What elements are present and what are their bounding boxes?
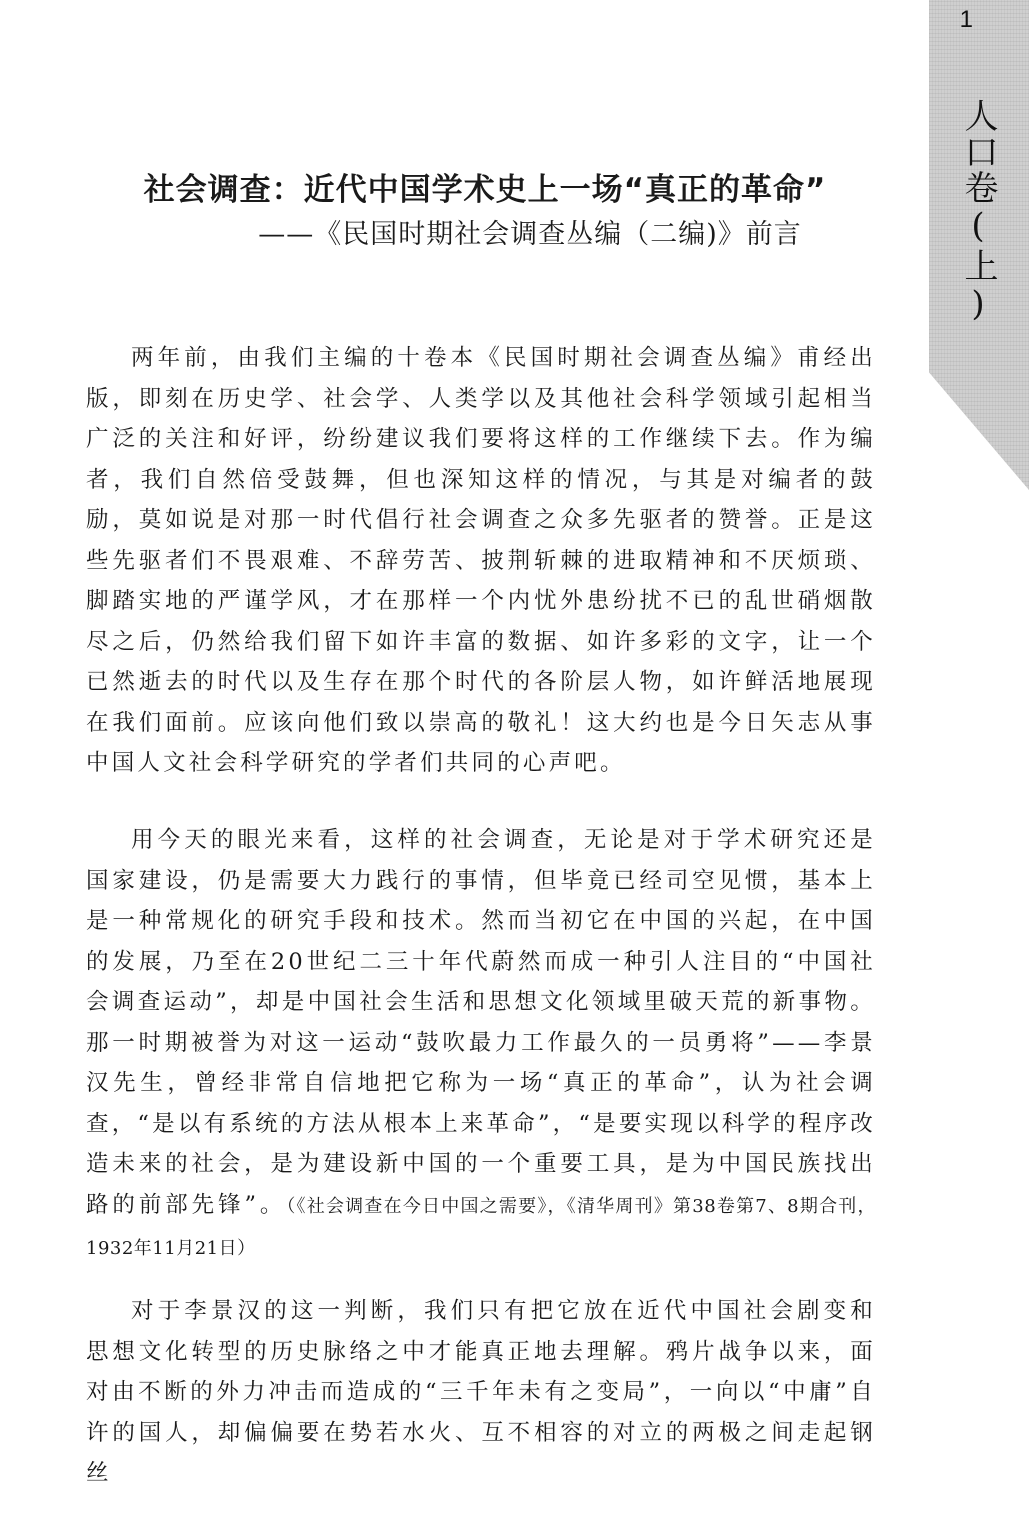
citation: （《社会调查在今日中国之需要》，《清华周刊》第38卷第7、8期合刊，1932年11月21日） xyxy=(86,1195,876,1259)
paragraph-2-text: 用今天的眼光来看，这样的社会调查，无论是对于学术研究还是国家建设，仍是需要大力践行的事情，但毕竟已经司空见惯，基本上是一种常规化的研究手段和技术。然而当初它在中国的兴起，在中国的发展，乃至在20世纪二三十年代蔚然而成一种引人注目的“中国社会调查运动”，却是中国社会生活和思想文化领域里破天荒的新事物。那一时期被誉为对这一运动“鼓吹最力工作最久的一员勇将”——李景汉先生，曾经非常自信地把它称为一场“真正的革命”，认为社会调查，“是以有系统的方法从根本上来革命”，“是要实现以科学的程序改造未来的社会，是为建设新中国的一个重要工具，是为中国民族找出路的前部先锋”。 xyxy=(86,827,876,1218)
paragraph-1: 两年前，由我们主编的十卷本《民国时期社会调查丛编》甫经出版，即刻在历史学、社会学、人类学以及其他社会科学领域引起相当广泛的关注和好评，纷纷建议我们要将这样的工作继续下去。作为编者，我们自然倍受鼓舞，但也深知这样的情况，与其是对编者的鼓励，莫如说是对那一时代倡行社会调查之众多先驱者的赞誉。正是这些先驱者们不畏艰难、不辞劳苦、披荆斩棘的进取精神和不厌烦琐、脚踏实地的严谨学风，才在那样一个内忧外患纷扰不已的乱世硝烟散尽之后，仍然给我们留下如许丰富的数据、如许多彩的文字，让一个已然逝去的时代以及生存在那个时代的各阶层人物，如许鲜活地展现在我们面前。应该向他们致以崇高的敬礼！这大约也是今日矢志从事中国人文社会科学研究的学者们共同的心声吧。 xyxy=(86,345,876,776)
page-subtitle: ——《民国时期社会调查丛编（二编)》前言 xyxy=(258,219,802,250)
paragraph-2 xyxy=(86,820,876,1270)
volume-label: 人口卷(上) xyxy=(958,98,998,326)
page-number: 1 xyxy=(959,6,973,33)
paragraph-3: 对于李景汉的这一判断，我们只有把它放在近代中国社会剧变和思想文化转型的历史脉络之中才能真正地去理解。鸦片战争以来，面对由不断的外力冲击而造成的“三千年未有之变局”，一向以“中庸”自许的国人，却偏偏要在势若水火、互不相容的对立的两极之间走起钢丝 xyxy=(86,1298,876,1486)
page-title: 社会调查：近代中国学术史上一场“真正的革命” xyxy=(143,172,827,208)
